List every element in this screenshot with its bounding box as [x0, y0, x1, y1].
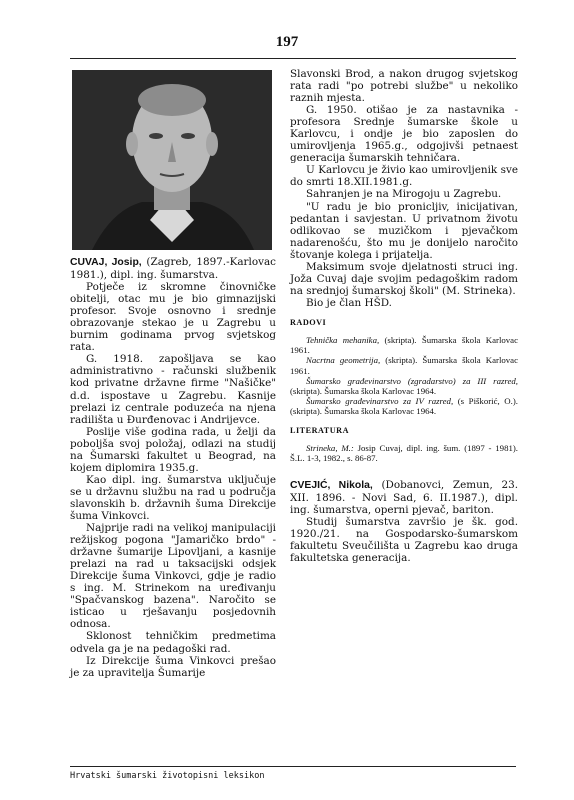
paragraph: Najprije radi na velikoj manipulaciji režijskog pogona "Jamaričko brdo" - državne šumarije Lipovljani, a kasnije prelazi na rad u taksacijski odsjek Direkcije šuma Vinkovci, gdje je radio s ing. M. Strinekom na uređivanju "Spačvanskog bazena". Naročito se isticao u rješavanju posjedovnih odnosa.	[70, 522, 276, 631]
literature-author: Strineka, M.:	[306, 442, 354, 453]
work-details: (skripta). Šumarska škola Karlovac 1961.	[290, 355, 518, 376]
paragraph: Poslije više godina rada, u želji da poboljša svoj položaj, odlazi na studij na Šumarski fakultet u Beograd, na kojem diplomira 1935.g.	[70, 425, 276, 474]
section-heading-radovi: RADOVI	[290, 317, 327, 327]
work-title: Šumarsko građevinarstvo za IV razred,	[306, 396, 454, 407]
header-divider	[70, 58, 516, 59]
work-item	[290, 396, 518, 416]
work-details: (skripta). Šumarska škola Karlovac 1964.	[290, 386, 437, 396]
work-details: (s Piškorić, O.). (skripta). Šumarska škola Karlovac 1964.	[290, 396, 518, 417]
page-number: 197	[275, 34, 299, 50]
work-item	[290, 355, 518, 375]
entry-cvejic-heading	[290, 479, 518, 516]
work-title: Šumarsko građevinarstvo (zgradarstvo) za III razred,	[306, 375, 518, 386]
paragraph: Iz Direkcije šuma Vinkovci prešao je za upravitelja Šumarije	[70, 654, 276, 679]
work-item	[290, 376, 518, 396]
right-column	[290, 68, 518, 564]
work-title: Nacrtna geometrija,	[306, 355, 381, 366]
entry-cuvaj-heading	[70, 256, 276, 281]
paragraph: Sklonost tehničkim predmetima odvela ga je na pedagoški rad.	[70, 630, 276, 655]
paragraph: U Karlovcu je živio kao umirovljenik sve do smrti 18.XII.1981.g.	[290, 164, 518, 189]
paragraph: G. 1918. zapošljava se kao administrativno - računski službenik kod privatne državne firme "Našičke" d.d. ispostave u Zagrebu. Kasnije prelazi iz centrale poduzeća na njena radilišta u Đurđenovac i Andrijevce.	[70, 353, 276, 426]
entry-intro: (Zagreb, 1897.-Karlovac 1981.), dipl. ing. šumarstva.	[70, 256, 276, 282]
entry-name: CVEJIĆ, Nikola,	[290, 480, 373, 492]
portrait-photo	[72, 70, 272, 250]
left-column	[70, 256, 276, 679]
paragraph: Kao dipl. ing. šumarstva uključuje se u državnu službu na rad u područja slavonskih b. državnih šuma Direkcije šuma Vinkovci.	[70, 473, 276, 522]
section-heading-literatura: LITERATURA	[290, 425, 349, 435]
paragraph: "U radu je bio pronicljiv, inicijativan, pedantan i savjestan. U privatnom životu odlikovao se muzičkom i pjevačkom nadarenošću, što mu je donijelo naročito štovanje kolega i prijatelja.	[290, 200, 518, 261]
literature-item	[290, 443, 518, 463]
footer-text: Hrvatski šumarski životopisni leksikon	[70, 771, 265, 781]
paragraph: Bio je član HŠD.	[306, 296, 392, 309]
work-details: (skripta). Šumarska škola Karlovac 1961.	[290, 334, 518, 356]
paragraph: Studij šumarstva završio je šk. god. 1920./21. na Gospodarsko-šumarskom fakultetu Sveučilišta u Zagrebu kao druga fakultetska generacija.	[290, 516, 518, 565]
paragraph: Maksimum svoje djelatnosti struci ing. Joža Cuvaj daje svojim pedagoškim radom na srednjoj šumarskoj školi" (M. Strineka).	[290, 260, 518, 297]
paragraph: Potječe iz skromne činovničke obitelji, otac mu je bio gimnazijski profesor. Svoje osnovno i srednje obrazovanje stekao je u Zagrebu u burnim godinama prvog svjetskog rata.	[70, 281, 276, 354]
paragraph: Sahranjen je na Mirogoju u Zagrebu.	[306, 188, 502, 201]
entry-intro: (Dobanovci, Zemun, 23. XII. 1896. - Novi Sad, 6. II.1987.), dipl. ing. šumarstva, operni pjevač, bariton.	[290, 479, 518, 517]
literature-details: Josip Cuvaj, dipl. ing. šum. (1897 - 1981). Š.L. 1-3, 1982., s. 86-87.	[290, 442, 518, 463]
entry-name: CUVAJ, Josip,	[70, 257, 142, 268]
paragraph: G. 1950. otišao je za nastavnika - profesora Srednje šumarske škole u Karlovcu, i ondje je bio zaposlen do umirovljenja 1965.g., odgojivši petnaest generacija šumarskih tehničara.	[290, 104, 518, 165]
work-title: Tehnička mehanika,	[306, 334, 380, 345]
footer-divider	[70, 766, 516, 767]
portrait-image	[72, 70, 272, 250]
work-item	[290, 335, 518, 355]
paragraph: Slavonski Brod, a nakon drugog svjetskog rata radi "po potrebi službe" u nekoliko raznih mjesta.	[290, 68, 518, 105]
